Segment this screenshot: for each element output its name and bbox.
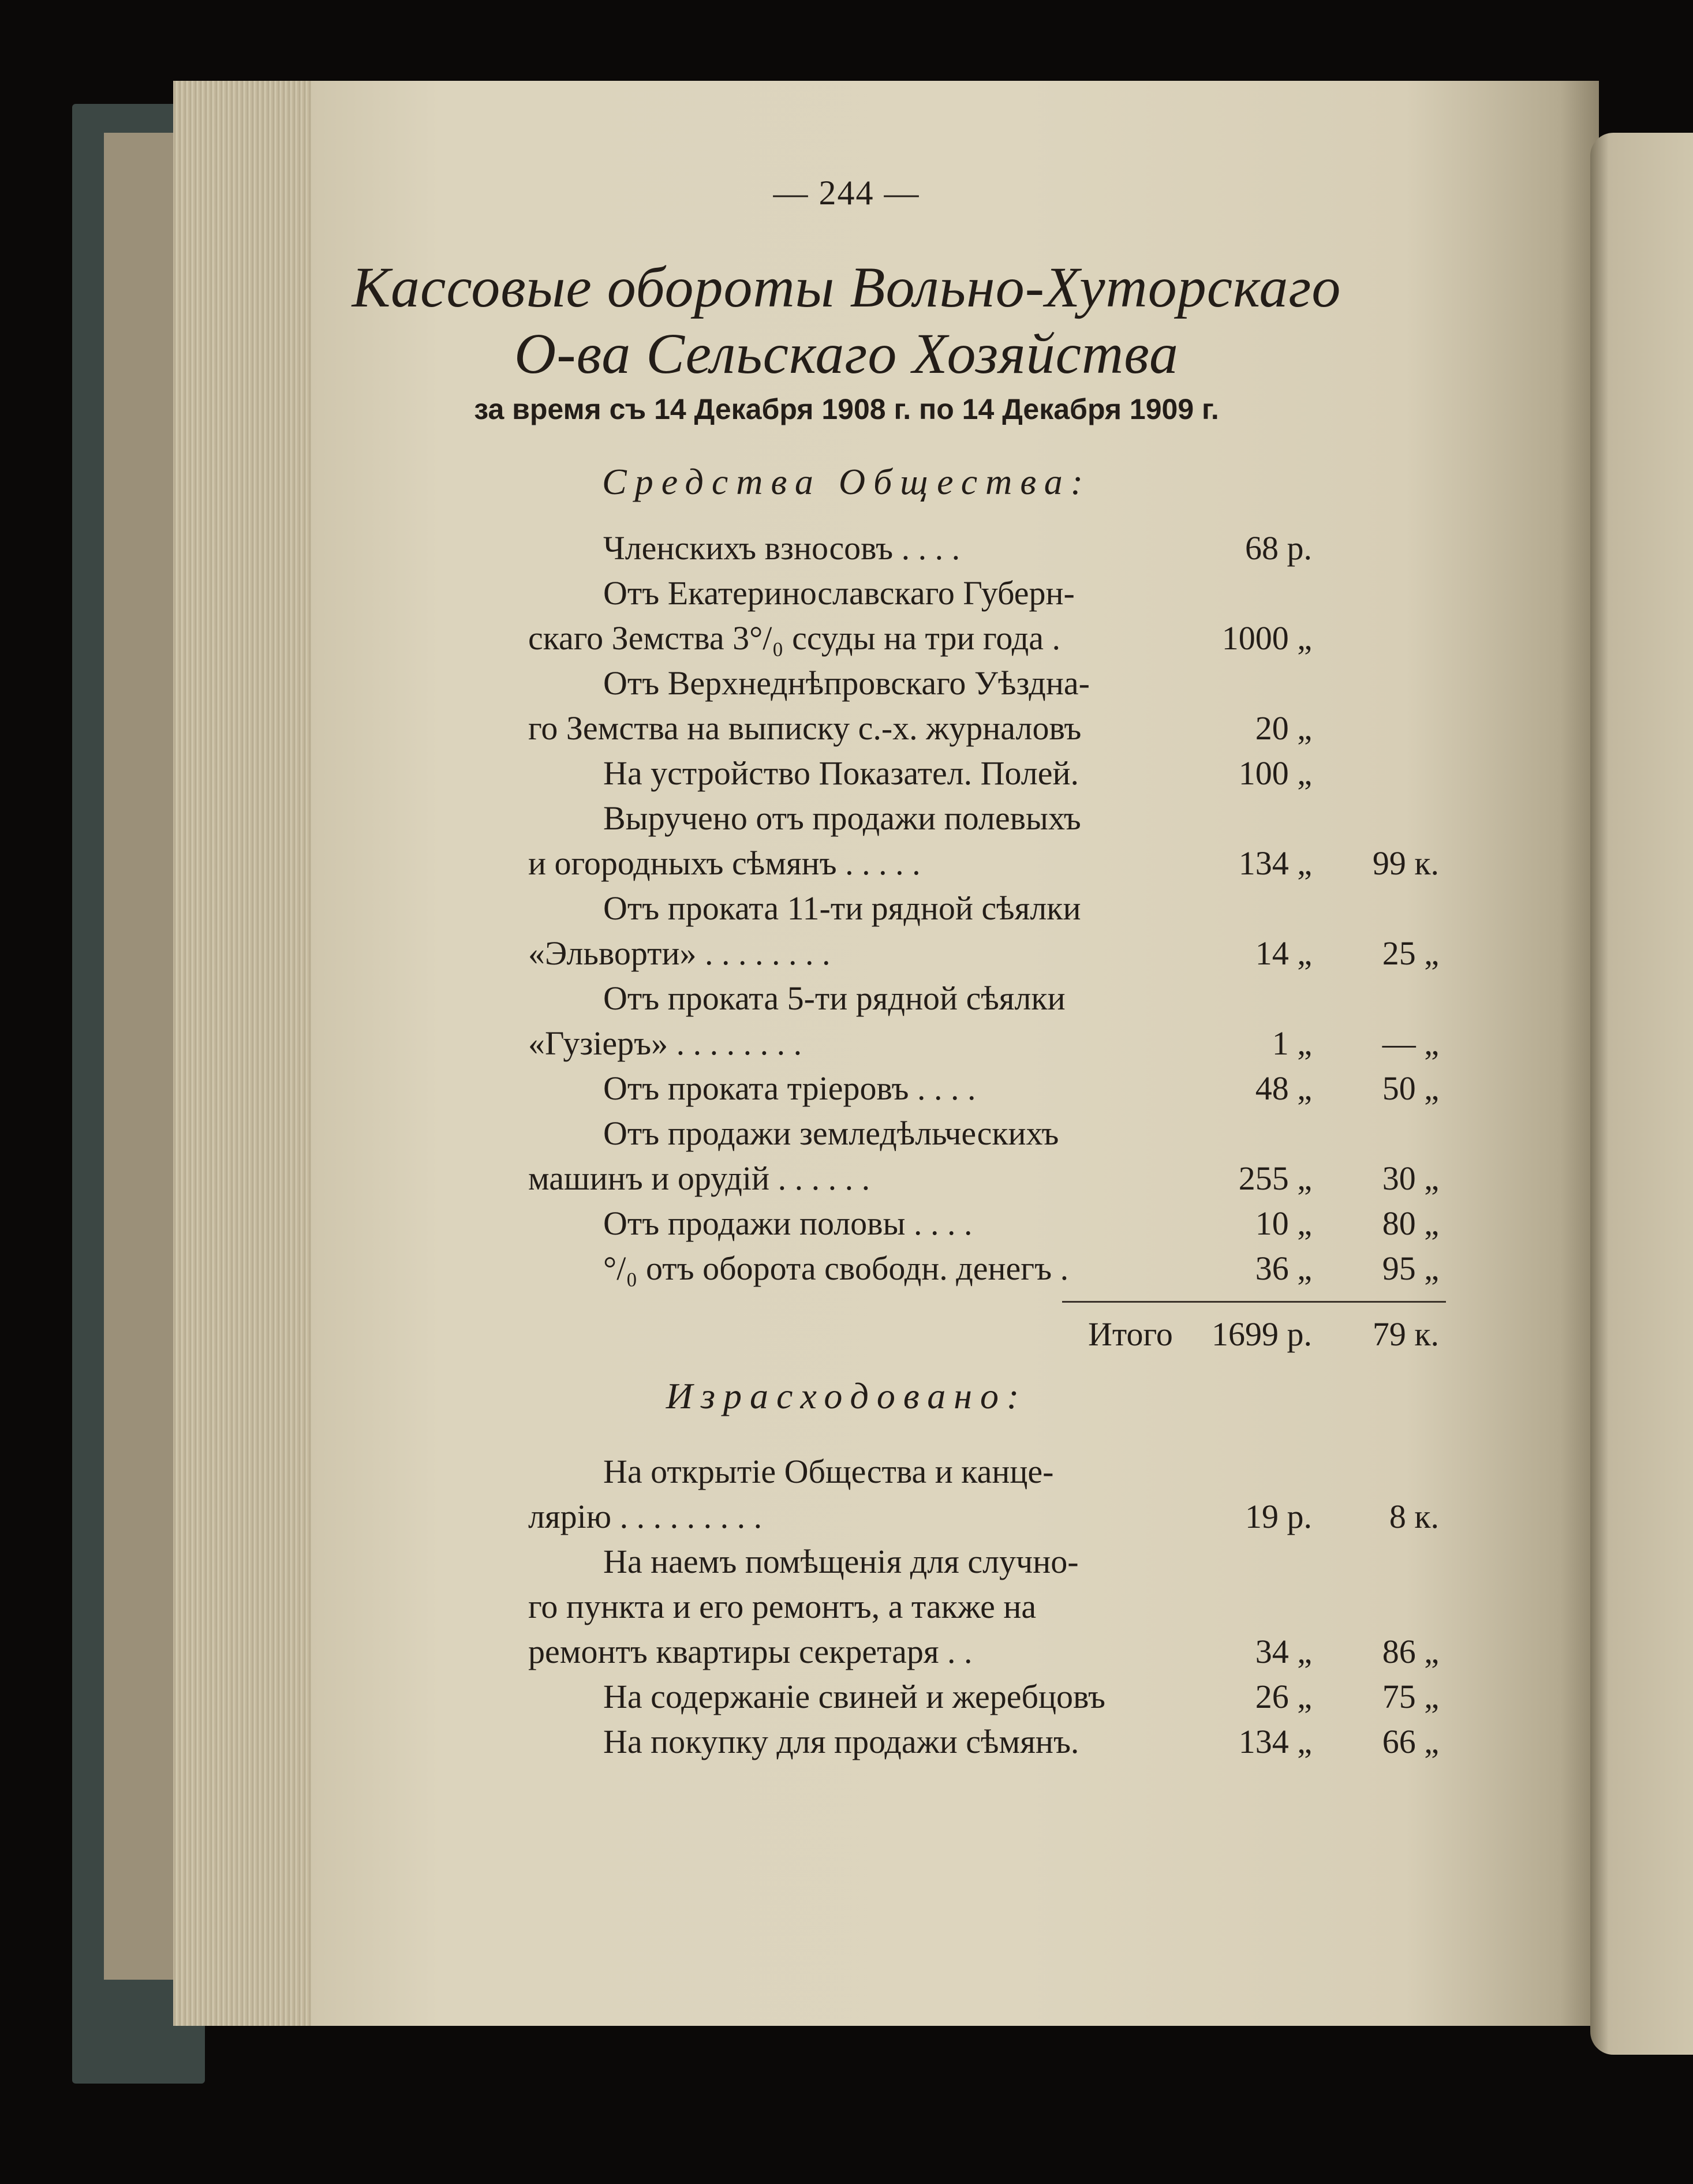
- income-kopecks: 80 „: [1382, 1205, 1439, 1242]
- period-subtitle: за время съ 14 Декабря 1908 г. по 14 Декабря 1909 г.: [474, 393, 1219, 425]
- expense-line: На наемъ помѣщенія для случно-: [603, 1543, 1079, 1580]
- income-rubles: 1000 „: [1221, 619, 1312, 657]
- income-rubles: 68 р.: [1245, 529, 1312, 567]
- expense-rubles: 19 р.: [1245, 1498, 1312, 1535]
- income-rubles: 20 „: [1255, 709, 1312, 747]
- income-rubles: 255 „: [1238, 1160, 1312, 1197]
- expense-line: На покупку для продажи сѣмянъ.: [603, 1723, 1079, 1760]
- income-rubles: 10 „: [1255, 1205, 1312, 1242]
- income-kopecks: 50 „: [1382, 1069, 1439, 1107]
- income-line: Отъ продажи половы . . . .: [603, 1205, 973, 1242]
- expense-line: На открытіе Общества и канце-: [603, 1453, 1054, 1490]
- expense-rubles: 34 „: [1255, 1633, 1312, 1670]
- total-label: Итого: [1088, 1315, 1173, 1353]
- expense-line: го пункта и его ремонтъ, а также на: [528, 1588, 1037, 1625]
- expense-kopecks: 66 „: [1382, 1723, 1439, 1760]
- income-line: го Земства на выписку с.-х. журналовъ: [528, 709, 1082, 747]
- income-line: Членскихъ взносовъ . . . .: [603, 529, 961, 567]
- page-title-line-2: О-ва Сельскаго Хозяйства: [514, 321, 1179, 386]
- income-rubles: 134 „: [1238, 844, 1312, 882]
- expense-heading: Израсходовано:: [666, 1375, 1027, 1416]
- income-line: Отъ Екатеринославскаго Губерн-: [603, 574, 1075, 612]
- income-heading: Средства Общества:: [602, 461, 1091, 502]
- page-number: — 244 —: [773, 174, 920, 212]
- expense-kopecks: 86 „: [1382, 1633, 1439, 1670]
- income-line: «Эльворти» . . . . . . . .: [528, 934, 831, 972]
- income-line: и огородныхъ сѣмянъ . . . . .: [528, 844, 921, 882]
- income-kopecks: 25 „: [1382, 934, 1439, 972]
- expense-line: лярію . . . . . . . . .: [528, 1498, 763, 1535]
- income-rubles: 14 „: [1255, 934, 1312, 972]
- expense-kopecks: 8 к.: [1389, 1498, 1439, 1535]
- income-rubles: 48 „: [1255, 1069, 1312, 1107]
- income-rubles: 36 „: [1255, 1250, 1312, 1287]
- income-line: Отъ продажи земледѣльческихъ: [603, 1115, 1059, 1152]
- total-kopecks: 79 к.: [1372, 1315, 1439, 1353]
- expense-kopecks: 75 „: [1382, 1678, 1439, 1715]
- income-rubles: 100 „: [1238, 754, 1312, 792]
- income-line: Отъ Верхнеднѣпровскаго Уѣздна-: [603, 664, 1090, 702]
- expense-line: ремонтъ квартиры секретаря . .: [528, 1633, 973, 1670]
- income-line: скаго Земства 3°/₀ ссуды на три года .: [528, 619, 1060, 657]
- income-kopecks: 30 „: [1382, 1160, 1439, 1197]
- expense-rubles: 134 „: [1238, 1723, 1312, 1760]
- income-line: Выручено отъ продажи полевыхъ: [603, 799, 1081, 837]
- expense-rubles: 26 „: [1255, 1678, 1312, 1715]
- income-line: На устройство Показател. Полей.: [603, 754, 1079, 792]
- income-kopecks: — „: [1382, 1024, 1439, 1062]
- income-kopecks: 99 к.: [1372, 844, 1439, 882]
- income-line: °/₀ отъ оборота свободн. денегъ .: [603, 1250, 1069, 1287]
- income-rubles: 1 „: [1272, 1024, 1312, 1062]
- page-title-line-1: Кассовые обороты Вольно-Хуторскаго: [352, 255, 1341, 319]
- income-line: Отъ проката 11-ти рядной сѣялки: [603, 889, 1081, 927]
- income-line: Отъ проката тріеровъ . . . .: [603, 1069, 976, 1107]
- total-rubles: 1699 р.: [1212, 1315, 1312, 1353]
- income-line: машинъ и орудій . . . . . .: [528, 1160, 870, 1197]
- income-line: Отъ проката 5-ти рядной сѣялки: [603, 979, 1066, 1017]
- total-rule: [1062, 1301, 1446, 1303]
- income-kopecks: 95 „: [1382, 1250, 1439, 1287]
- income-line: «Гузіеръ» . . . . . . . .: [528, 1024, 802, 1062]
- expense-line: На содержаніе свиней и жеребцовъ: [603, 1678, 1105, 1715]
